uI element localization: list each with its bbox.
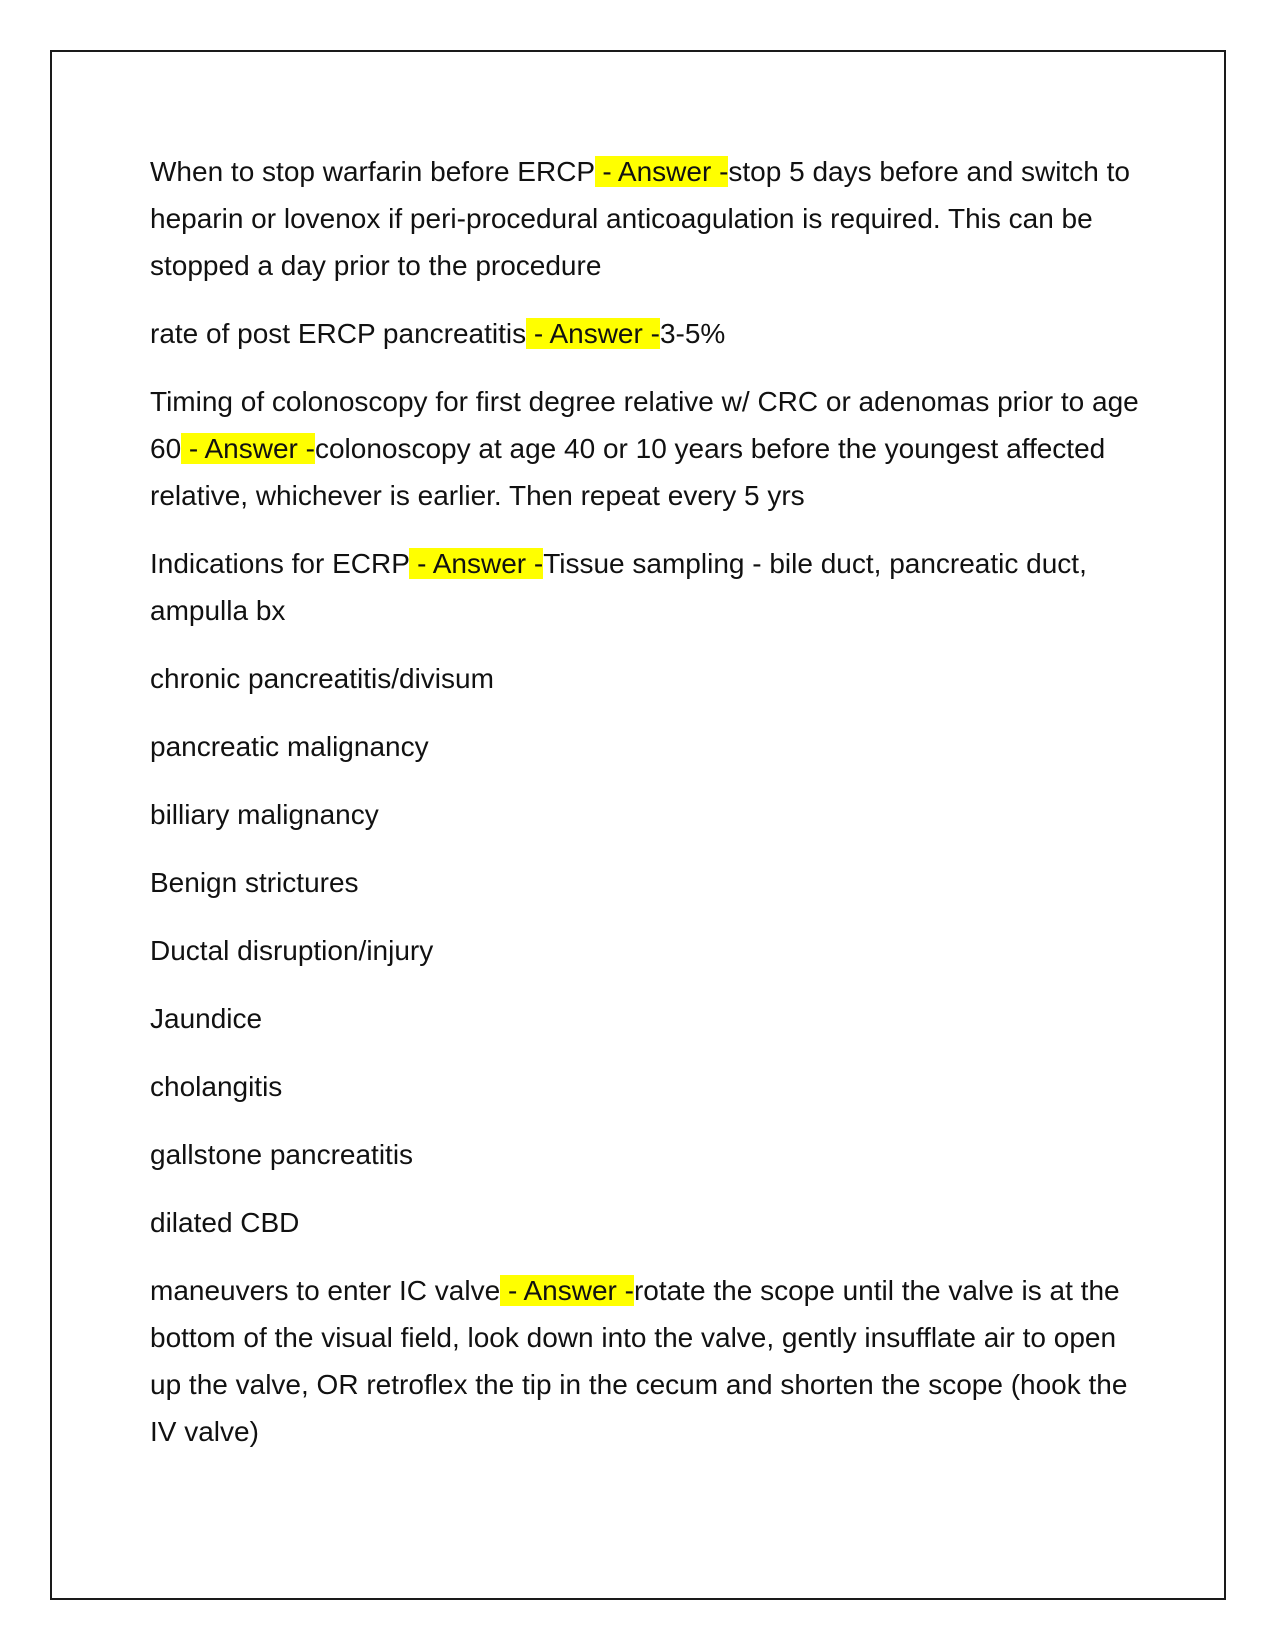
question-text: Timing of colonoscopy for first degree relative w/ CRC or adenomas prior to age 60 [150, 386, 1139, 464]
list-item: Benign strictures [150, 867, 359, 898]
list-item: Jaundice [150, 1003, 263, 1034]
answer-text: 3-5% [659, 318, 726, 349]
answer-text: Tissue sampling - bile duct, pancreatic duct, ampulla bx [150, 548, 1087, 626]
list-item: cholangitis [150, 1071, 283, 1102]
answer-separator-highlight: - Answer - [409, 548, 544, 579]
qa-entry [150, 540, 1140, 634]
document-body [150, 148, 1140, 1476]
qa-entry [150, 148, 1140, 289]
qa-entry [150, 1267, 1140, 1455]
question-text: When to stop warfarin before ERCP [150, 156, 595, 187]
qa-entry [150, 378, 1140, 519]
list-item: pancreatic malignancy [150, 731, 429, 762]
answer-separator-highlight: - Answer - [500, 1275, 634, 1306]
list-item: Ductal disruption/injury [150, 935, 434, 966]
answer-text: rotate the scope until the valve is at the bottom of the visual field, look down into the valve, gently insufflate air to open up the valve, OR retroflex the tip in the cecum and shorten the scope (hook the IV valve) [150, 1275, 1128, 1447]
question-text: Indications for ECRP [150, 548, 410, 579]
answer-text: stop 5 days before and switch to heparin or lovenox if peri-procedural anticoagulation is required. This can be stopped a day prior to the procedure [150, 156, 1130, 281]
answer-separator-highlight: - Answer - [526, 318, 660, 349]
answer-text: colonoscopy at age 40 or 10 years before the youngest affected relative, whichever is earlier. Then repeat every 5 yrs [150, 433, 1106, 511]
question-text: maneuvers to enter IC valve [150, 1275, 501, 1306]
answer-separator-highlight: - Answer - [181, 433, 315, 464]
list-item: chronic pancreatitis/divisum [150, 663, 494, 694]
list-item: dilated CBD [150, 1207, 300, 1238]
question-text: rate of post ERCP pancreatitis [150, 318, 527, 349]
list-item: gallstone pancreatitis [150, 1139, 414, 1170]
answer-separator-highlight: - Answer - [594, 156, 729, 187]
list-item: billiary malignancy [150, 799, 379, 830]
qa-entry [150, 310, 1140, 357]
